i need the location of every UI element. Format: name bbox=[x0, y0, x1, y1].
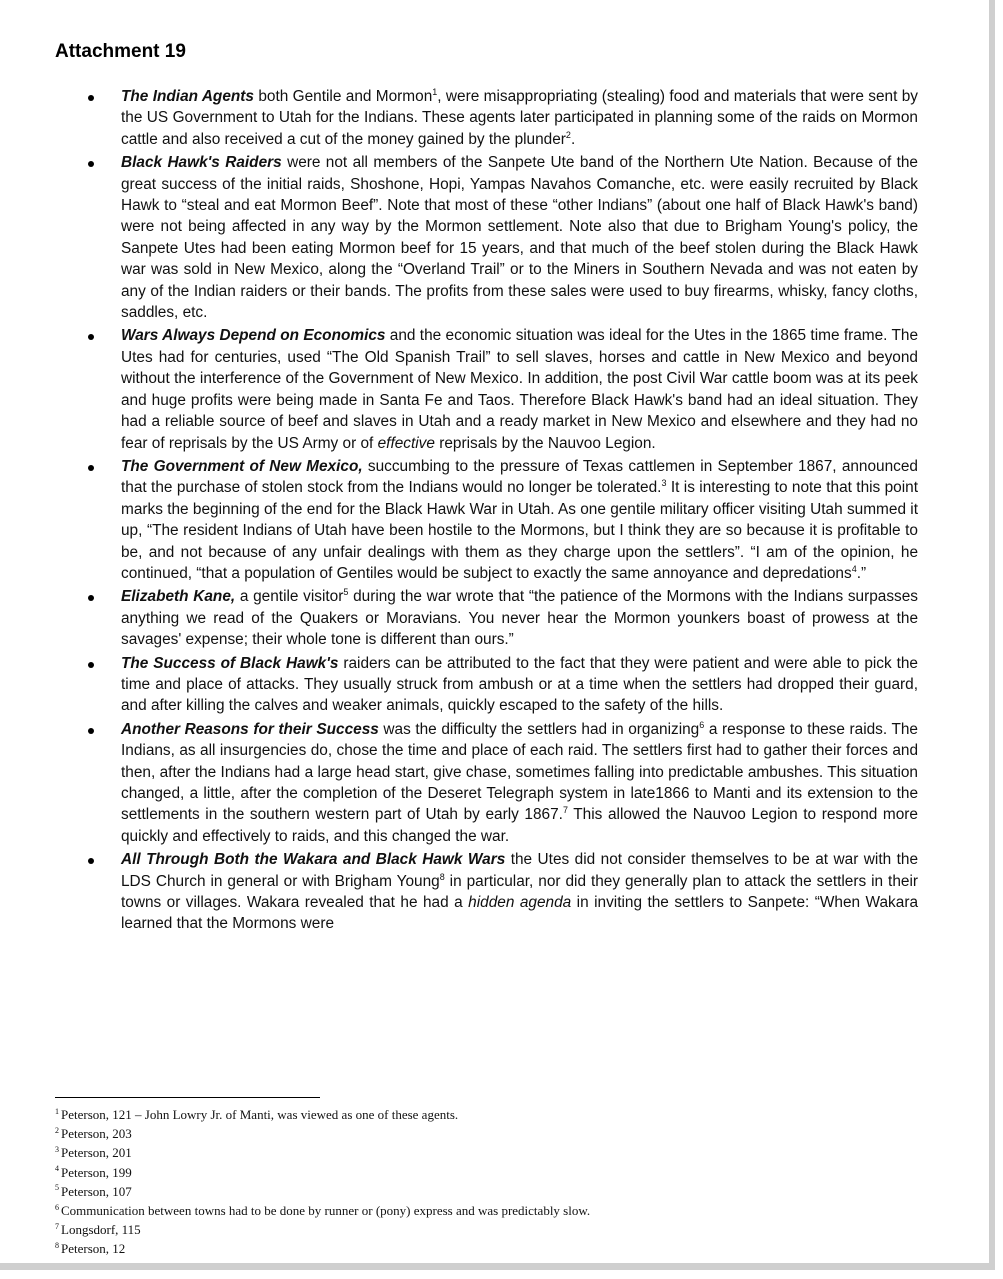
footnote-text: Peterson, 121 – John Lowry Jr. of Manti, was viewed as one of these agents. bbox=[61, 1107, 459, 1122]
footnote-ref: 8 bbox=[439, 871, 445, 882]
footnote bbox=[55, 1182, 855, 1201]
footnote-ref: 1 bbox=[432, 86, 438, 97]
bullet-dot-icon bbox=[88, 334, 94, 340]
footnote-text: Longsdorf, 115 bbox=[61, 1222, 141, 1238]
bullet-item bbox=[88, 653, 918, 717]
bullet-text: a gentile visitor bbox=[235, 588, 344, 606]
footnote-list bbox=[55, 1105, 855, 1259]
bullet-lead: The Government of New Mexico, bbox=[121, 457, 363, 475]
bullet-lead: Another Reasons for their Success bbox=[121, 720, 379, 738]
bullet-item bbox=[88, 456, 918, 584]
footnote-number: 3 bbox=[55, 1145, 59, 1155]
footnote-number: 7 bbox=[55, 1221, 59, 1231]
footnote-ref: 3 bbox=[661, 478, 667, 489]
bullet-list bbox=[88, 86, 918, 937]
footnote-number: 4 bbox=[55, 1164, 59, 1174]
footnote-ref: 2 bbox=[565, 129, 571, 140]
bullet-text: . bbox=[570, 130, 576, 148]
bullet-lead: The Indian Agents bbox=[121, 88, 254, 105]
bullet-text: was the difficulty the settlers had in organizing bbox=[378, 720, 700, 738]
footnote-text: Peterson, 12 bbox=[61, 1241, 126, 1257]
bullet-lead: All Through Both the Wakara and Black Hawk Wars bbox=[121, 851, 506, 869]
bullet-text: This allowed the Nauvoo Legion to respond more quickly and effectively to raids, and this changed the war. bbox=[121, 806, 918, 845]
bullet-item bbox=[88, 325, 918, 453]
bullet-dot-icon bbox=[88, 161, 94, 167]
footnote-text: Communication between towns had to be done by runner or (pony) express and was predictably slow. bbox=[61, 1203, 591, 1219]
bullet-item bbox=[88, 849, 918, 935]
bullet-text: both Gentile and Mormon bbox=[253, 88, 433, 105]
bullet-item bbox=[88, 152, 918, 323]
bullet-dot-icon bbox=[88, 662, 94, 668]
footnote-ref: 6 bbox=[699, 719, 705, 730]
bullet-lead: Wars Always Depend on Economics bbox=[121, 327, 386, 345]
bullet-dot-icon bbox=[88, 465, 94, 471]
footnote bbox=[55, 1163, 855, 1182]
bullet-text: succumbing to the pressure of Texas cattlemen in September 1867, announced that the purchase of stolen stock from the Indians would no longer be tolerated. bbox=[121, 457, 918, 497]
bullet-text: in particular, nor did they generally plan to attack the settlers in their towns or villages. Wakara revealed that he had a bbox=[121, 872, 919, 912]
bullet-emphasis: effective bbox=[377, 434, 435, 452]
footnote bbox=[55, 1220, 855, 1239]
footnote bbox=[55, 1143, 855, 1162]
footnote-number: 6 bbox=[55, 1202, 59, 1212]
footnote-number: 5 bbox=[55, 1183, 59, 1193]
footnote-ref: 5 bbox=[343, 587, 349, 598]
bullet-dot-icon bbox=[88, 95, 94, 101]
bullet-text: raiders can be attributed to the fact that they were patient and were able to pick the time and place of attacks. They usually struck from ambush or at a time when the settlers had dropped their guard, and after killing the calves and weaker animals, quickly escaped to the safety of the hills. bbox=[121, 654, 918, 715]
bullet-dot-icon bbox=[88, 858, 94, 864]
bullet-text: during the war wrote that “the patience of the Mormons with the Indians surpasses anything we read of the Quakers or Moravians. You never hear the Mormon younkers boast of prowess at the savages' expense; their whole tone is different than ours.” bbox=[121, 588, 918, 649]
bullet-text: .” bbox=[856, 564, 867, 582]
footnote-text: Peterson, 107 bbox=[61, 1183, 132, 1199]
footnote bbox=[55, 1105, 855, 1124]
bullet-text: the Utes did not consider themselves to be at war with the LDS Church in general or with Brigham Young bbox=[121, 851, 919, 890]
bullet-item bbox=[88, 719, 918, 847]
bullet-item bbox=[88, 86, 918, 150]
footnote-text: Peterson, 199 bbox=[61, 1164, 132, 1180]
footnote-number: 8 bbox=[55, 1241, 59, 1251]
footnote bbox=[55, 1201, 855, 1220]
footnote-number: 1 bbox=[55, 1106, 59, 1116]
bullet-text: , were misappropriating (stealing) food and materials that were sent by the US Government to Utah for the Indians. These agents later participated in planning some of the raids on Mormon cattle and also received a cut of the money gained by the plunder bbox=[121, 88, 918, 148]
bullet-text: and the economic situation was ideal for the Utes in the 1865 time frame. The Utes had for centuries, used “The Old Spanish Trail” to sell slaves, horses and cattle in New Mexico and beyond without the interference of the Government of New Mexico. In addition, the post Civil War cattle boom was at its peek and huge profits were being made in Santa Fe and Taos. Therefore Black Hawk's band had an ideal situation. They had a reliable source of beef and slaves in Utah and a ready market in New Mexico and elsewhere and they had no fear of reprisals by the US Army or of bbox=[121, 327, 919, 452]
footnote-separator bbox=[55, 1097, 320, 1098]
bullet-item bbox=[88, 586, 918, 650]
page-title: Attachment 19 bbox=[55, 41, 186, 62]
bullet-text: in inviting the settlers to Sanpete: “When Wakara learned that the Mormons were bbox=[121, 894, 918, 933]
footnote-text: Peterson, 203 bbox=[61, 1126, 132, 1142]
bullet-text: a response to these raids. The Indians, as all insurgencies do, chose the time and place of each raid. The settlers first had to gather their forces and then, after the Indians had a large head start, give chase, sometimes falling into predictable ambushes. This situation changed, a little, after the completion of the Deseret Telegraph system in late1866 to Manti and its extension to the settlements in the southern western part of Utah by early 1867. bbox=[121, 720, 918, 824]
bullet-dot-icon bbox=[88, 728, 94, 734]
bullet-text: reprisals by the Nauvoo Legion. bbox=[434, 434, 656, 452]
footnote bbox=[55, 1239, 855, 1258]
footnote-text: Peterson, 201 bbox=[61, 1145, 132, 1161]
footnote-ref: 4 bbox=[851, 563, 857, 574]
bullet-text: were not all members of the Sanpete Ute band of the Northern Ute Nation. Because of the great success of the initial raids, Shoshone, Hopi, Yampas Navahos Comanche, etc. were easily recruited by Black Hawk to “steal and eat Mormon Beef”. Note that most of these “other Indians” (about one half of Black Hawk's band) were not being affected in any way by the Mormon settlement. Note also that due to Brigham Young's policy, the Sanpete Utes had been eating Mormon beef for 15 years, and that much of the beef stolen during the Black Hawk war was sold in New Mexico, along the “Overland Trail” or to the Miners in Southern Nevada and was not eaten by any of the Indian raiders or their bands. The profits from these sales were used to buy firearms, whisky, fancy cloths, saddles, etc. bbox=[121, 154, 918, 322]
bullet-text: It is interesting to note that this point marks the beginning of the end for the Black Hawk War in Utah. As one gentile military officer visiting Utah summed it up, “The resident Indians of Utah have been hostile to the Mormons, but I think they are so because it is profitable to be, and not because of any unfair dealings with them as they charge upon the settlers”. “I am of the opinion, he continued, “that a population of Gentiles would be subject to exactly the same annoyance and depredations bbox=[121, 479, 918, 582]
footnote-number: 2 bbox=[55, 1125, 59, 1135]
bullet-dot-icon bbox=[88, 595, 94, 601]
bullet-lead: The Success of Black Hawk's bbox=[121, 654, 339, 672]
footnote bbox=[55, 1124, 855, 1143]
bullet-lead: Elizabeth Kane, bbox=[121, 588, 236, 606]
bullet-emphasis: hidden agenda bbox=[468, 894, 572, 912]
footnote-ref: 7 bbox=[562, 805, 568, 816]
bullet-lead: Black Hawk's Raiders bbox=[121, 154, 282, 172]
